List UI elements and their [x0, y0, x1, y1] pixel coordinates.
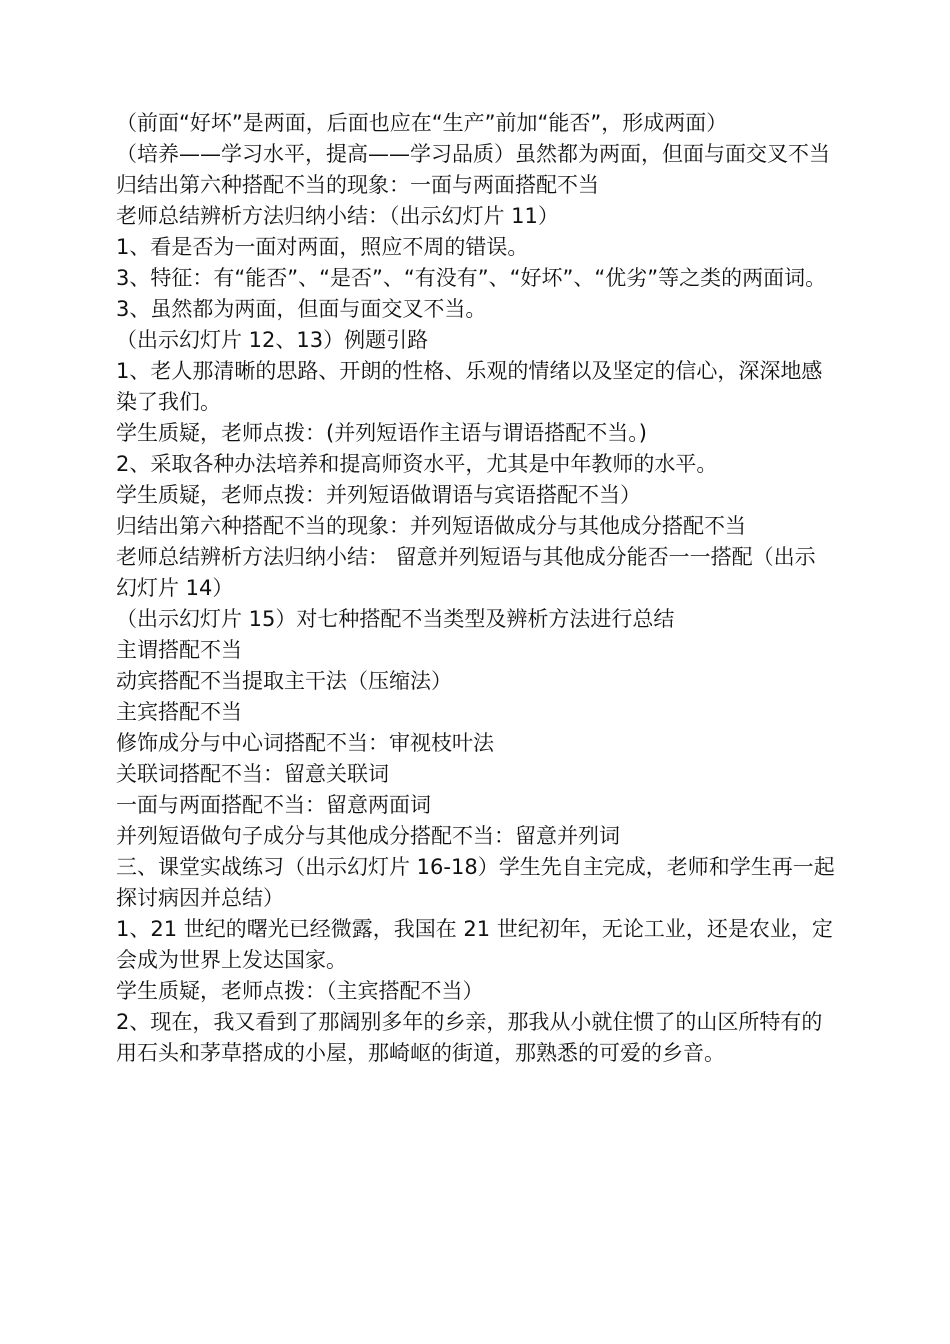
- text-line: 一面与两面搭配不当：留意两面词: [116, 793, 431, 817]
- text-line: 关联词搭配不当：留意关联词: [116, 762, 389, 786]
- text-line: 动宾搭配不当提取主干法（压缩法）: [116, 669, 452, 693]
- document-body: [116, 108, 836, 1069]
- text-line: （培养——学习水平，提高——学习品质）虽然都为两面，但面与面交叉不当: [116, 142, 830, 166]
- text-line: （出示幻灯片 12、13）例题引路: [116, 328, 429, 352]
- text-line: 并列短语做句子成分与其他成分搭配不当：留意并列词: [116, 824, 620, 848]
- text-line: 修饰成分与中心词搭配不当：审视枝叶法: [116, 731, 494, 755]
- text-line: 3、特征：有“能否”、“是否”、“有没有”、“好坏”、“优劣”等之类的两面词。: [116, 266, 827, 290]
- text-line: 老师总结辨析方法归纳小结：（出示幻灯片 11）: [116, 204, 559, 228]
- text-line: 归结出第六种搭配不当的现象：一面与两面搭配不当: [116, 173, 599, 197]
- text-line: 2、采取各种办法培养和提高师资水平，尤其是中年教师的水平。: [116, 452, 718, 476]
- text-line: 三、课堂实战练习（出示幻灯片 16-18）学生先自主完成，老师和学生再一起探讨病因并总结）: [116, 855, 835, 910]
- text-line: 1、老人那清晰的思路、开朗的性格、乐观的情绪以及坚定的信心，深深地感染了我们。: [116, 359, 823, 414]
- text-line: 主宾搭配不当: [116, 700, 242, 724]
- text-line: 2、现在，我又看到了那阔别多年的乡亲，那我从小就住惯了的山区所特有的用石头和茅草搭成的小屋，那崎岖的街道，那熟悉的可爱的乡音。: [116, 1010, 823, 1065]
- text-line: 老师总结辨析方法归纳小结： 留意并列短语与其他成分能否一一搭配（出示幻灯片 14）: [116, 545, 816, 600]
- text-line: 学生质疑，老师点拨：（主宾搭配不当）: [116, 979, 484, 1003]
- text-line: （前面“好坏”是两面，后面也应在“生产”前加“能否”，形成两面）: [116, 111, 728, 135]
- text-line: 1、21 世纪的曙光已经微露，我国在 21 世纪初年，无论工业，还是农业，定会成为世界上发达国家。: [116, 917, 833, 972]
- text-line: 归结出第六种搭配不当的现象：并列短语做成分与其他成分搭配不当: [116, 514, 746, 538]
- text-line: 学生质疑，老师点拨：并列短语做谓语与宾语搭配不当）: [116, 483, 641, 507]
- text-line: （出示幻灯片 15）对七种搭配不当类型及辨析方法进行总结: [116, 607, 675, 631]
- text-line: 学生质疑，老师点拨：(并列短语作主语与谓语搭配不当。): [116, 421, 647, 445]
- text-line: 1、看是否为一面对两面，照应不周的错误。: [116, 235, 529, 259]
- text-line: 主谓搭配不当: [116, 638, 242, 662]
- text-line: 3、虽然都为两面，但面与面交叉不当。: [116, 297, 487, 321]
